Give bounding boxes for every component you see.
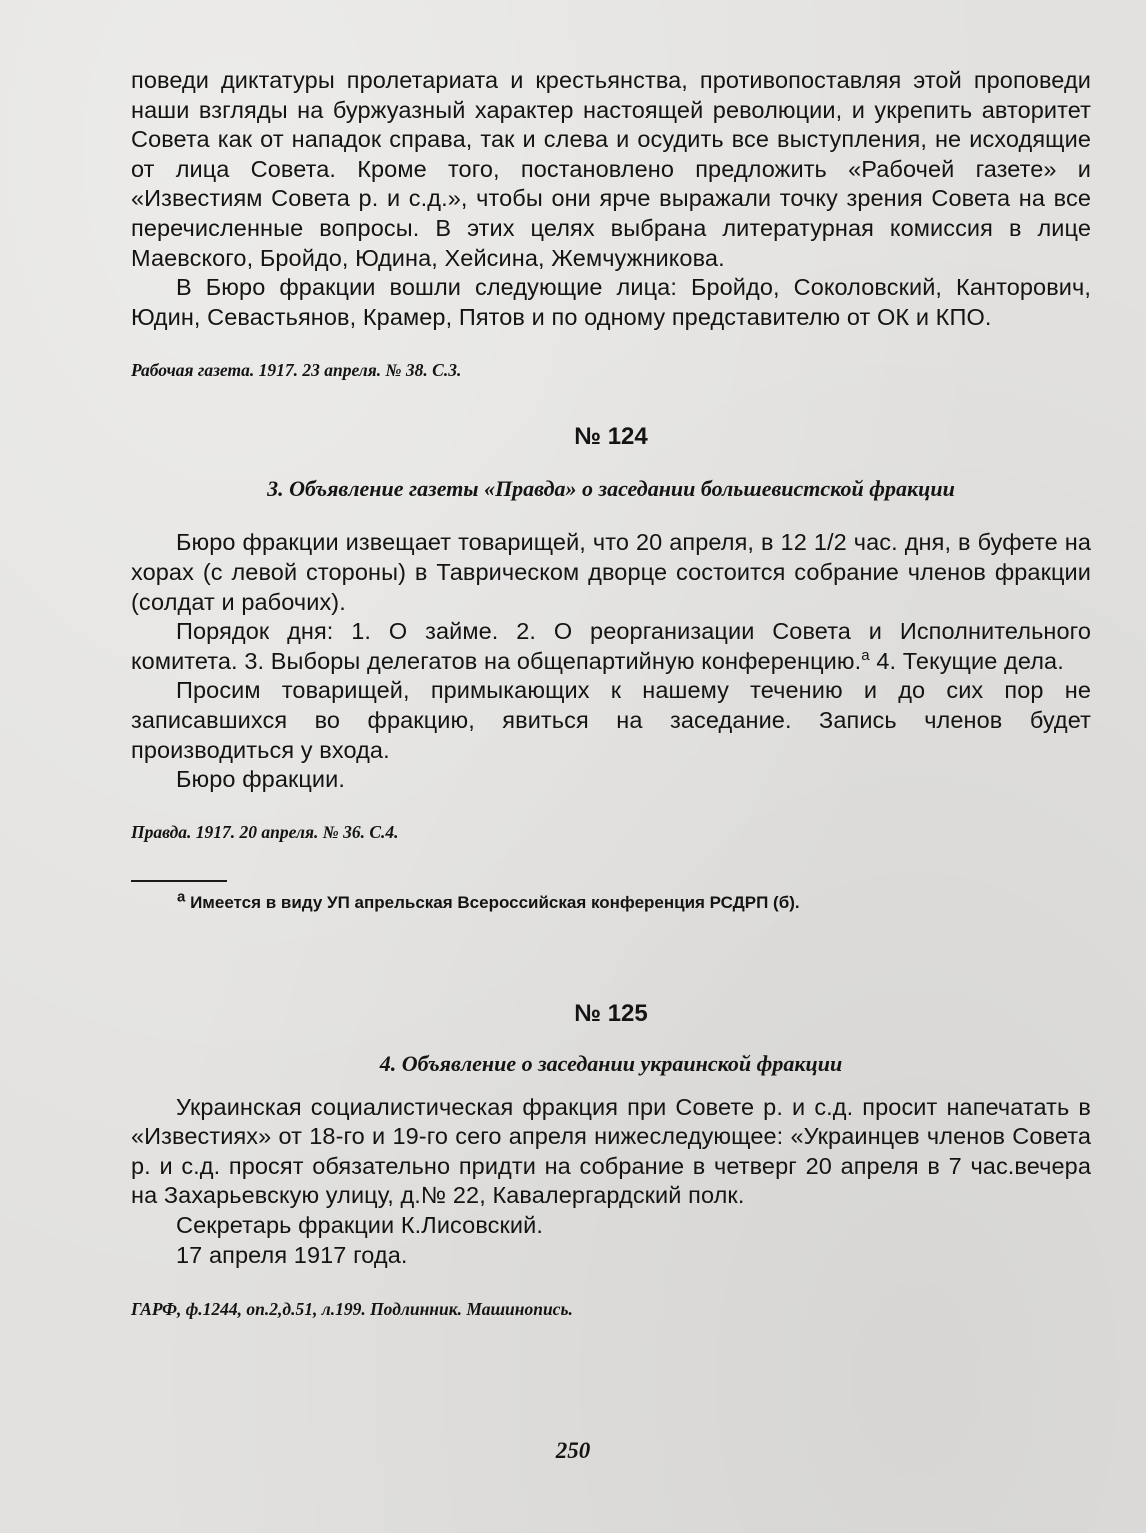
document-number: № 124: [574, 423, 648, 451]
signature: Секретарь фракции К.Лисовский.: [176, 1212, 543, 1239]
footnote-text: Имеется в виду УП апрельская Всероссийская конференция РСДРП (б).: [185, 892, 800, 912]
ukrainian-faction-paragraph: Украинская социалистическая фракция при Совете р. и с.д. просит напечатать в «Известиях» от 18-го и 19-го сего апреля нижеследующее: «Украинцев членов Совета р. и с.д. просят обязательно придти на собрание в четверг 20 апреля в 7 час.вечера на Захарьевскую улицу, д.№ 22, Кавалергардский полк.: [131, 1093, 1091, 1209]
source-citation: Правда. 1917. 20 апреля. № 36. С.4.: [131, 821, 399, 842]
bureau-members-paragraph: В Бюро фракции вошли следующие лица: Бройдо, Соколовский, Канторович, Юдин, Севастьянов, Крамер, Пятов и по одному представителю от ОК и КПО.: [131, 274, 1091, 330]
footnote-marker: а: [861, 646, 870, 664]
agenda-text: Порядок дня: 1. О займе. 2. О реорганизации Совета и Исполнительного комитета. 3. Выборы делегатов на общепартийную конференцию.: [131, 618, 1091, 674]
signature: Бюро фракции.: [176, 766, 346, 793]
intro-paragraph: поведи диктатуры пролетариата и крестьянства, противопоставляя этой проповеди наши взгляды на буржуазный характер настоящей революции, и укрепить авторитет Совета как от нападок справа, так и слева и осудить все выступления, не исходящие от лица Совета. Кроме того, постановлено предложить «Рабочей газете» и «Известиям Совета р. и с.д.», чтобы они ярче выражали точку зрения Совета на все перечисленные вопросы. В этих целях выбрана литературная комиссия в лице Маевского, Бройдо, Юдина, Хейсина, Жемчужникова.: [131, 67, 1091, 271]
document-title: 4. Объявление о заседании украинской фракции: [379, 1050, 843, 1076]
agenda-paragraph: [131, 617, 1091, 676]
announcement-paragraph: Бюро фракции извещает товарищей, что 20 апреля, в 12 1/2 час. дня, в буфете на хорах (с левой стороны) в Таврическом дворце состоится собрание членов фракции (солдат и рабочих).: [131, 529, 1091, 615]
footnote: [131, 888, 1091, 914]
footnote-marker: а: [177, 888, 186, 906]
source-citation: Рабочая газета. 1917. 23 апреля. № 38. С.3.: [131, 360, 462, 381]
source-citation: ГАРФ, ф.1244, оп.2,д.51, л.199. Подлинник. Машинопись.: [131, 1299, 573, 1320]
document-date: 17 апреля 1917 года.: [176, 1241, 408, 1268]
page-content: [131, 66, 1091, 1320]
document-title: 3. Объявление газеты «Правда» о заседании большевистской фракции: [267, 476, 955, 502]
page-number: 250: [555, 1438, 591, 1463]
document-number: № 125: [574, 999, 648, 1027]
agenda-text-end: 4. Текущие дела.: [869, 647, 1064, 674]
footnote-divider: [131, 880, 227, 882]
invitation-paragraph: Просим товарищей, примыкающих к нашему течению и до сих пор не записавшихся во фракцию, явиться на заседание. Запись членов будет производиться у входа.: [131, 677, 1091, 763]
